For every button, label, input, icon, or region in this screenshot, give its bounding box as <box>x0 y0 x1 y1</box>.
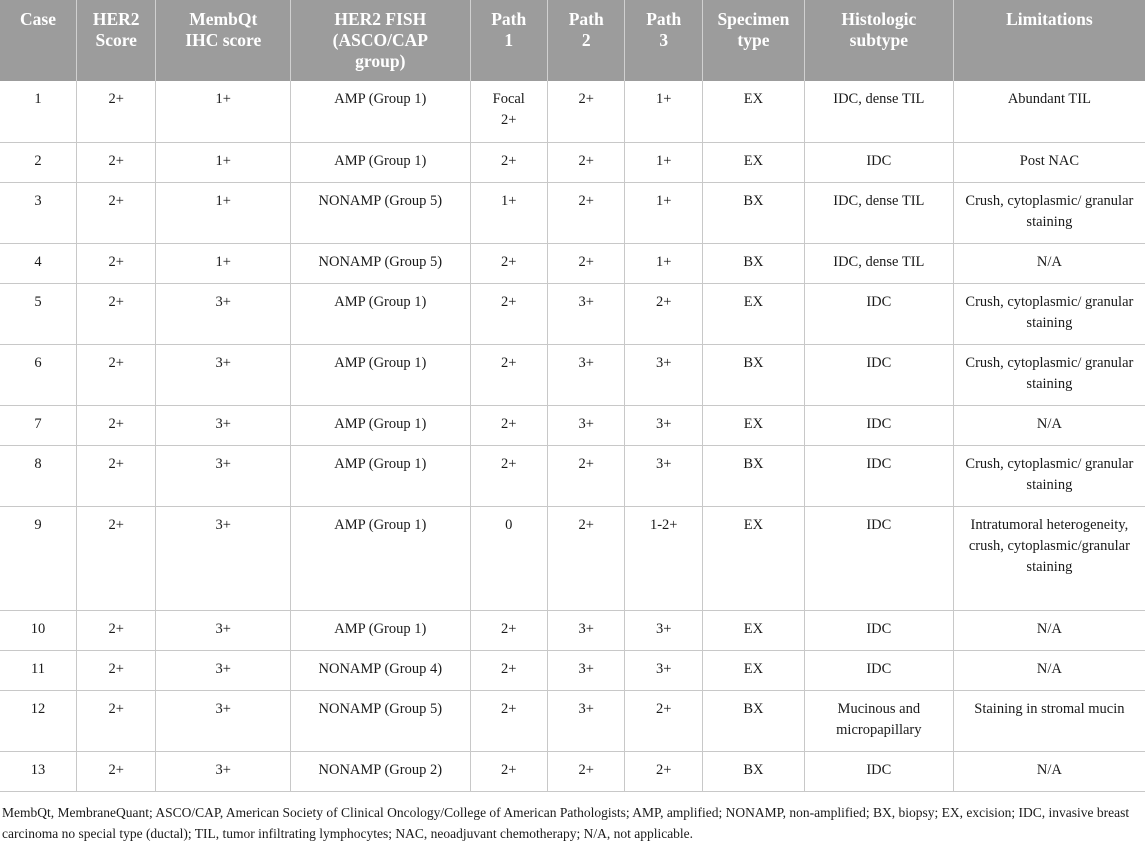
cell-specimen-type: EX <box>702 506 804 610</box>
cell-her2-fish: AMP (Group 1) <box>291 506 470 610</box>
cell-her2-score: 2+ <box>76 506 156 610</box>
cell-her2-fish: AMP (Group 1) <box>291 445 470 506</box>
table-row <box>0 182 1145 243</box>
cell-path-2: 3+ <box>547 405 624 445</box>
cell-histologic-subtype: IDC <box>804 650 953 690</box>
cell-membqt-score: 1+ <box>156 142 291 182</box>
cell-path-1: 2+ <box>470 650 547 690</box>
cell-case: 5 <box>0 283 76 344</box>
cell-path-2: 2+ <box>547 445 624 506</box>
cell-limitations: N/A <box>953 751 1145 791</box>
cell-her2-score: 2+ <box>76 142 156 182</box>
cell-path-1: 0 <box>470 506 547 610</box>
cell-case: 12 <box>0 690 76 751</box>
cell-her2-score: 2+ <box>76 81 156 142</box>
cell-path-3: 2+ <box>625 283 702 344</box>
cell-her2-score: 2+ <box>76 690 156 751</box>
cell-specimen-type: EX <box>702 81 804 142</box>
cell-path-3: 1+ <box>625 142 702 182</box>
table-row <box>0 283 1145 344</box>
header-path-2: Path 2 <box>547 0 624 81</box>
cell-path-2: 3+ <box>547 283 624 344</box>
cell-specimen-type: BX <box>702 182 804 243</box>
cell-her2-score: 2+ <box>76 610 156 650</box>
cell-path-1: 2+ <box>470 690 547 751</box>
cell-her2-score: 2+ <box>76 182 156 243</box>
cell-path-3: 3+ <box>625 344 702 405</box>
cell-path-3: 2+ <box>625 690 702 751</box>
cell-her2-score: 2+ <box>76 405 156 445</box>
cell-path-2: 3+ <box>547 610 624 650</box>
cell-case: 10 <box>0 610 76 650</box>
cell-specimen-type: BX <box>702 445 804 506</box>
cell-her2-fish: NONAMP (Group 5) <box>291 690 470 751</box>
cell-path-2: 3+ <box>547 690 624 751</box>
cell-path-1: 2+ <box>470 610 547 650</box>
table-row <box>0 610 1145 650</box>
cell-membqt-score: 3+ <box>156 650 291 690</box>
cell-path-1: 2+ <box>470 445 547 506</box>
cell-case: 13 <box>0 751 76 791</box>
cell-path-1: 2+ <box>470 283 547 344</box>
table-row <box>0 650 1145 690</box>
cell-her2-score: 2+ <box>76 243 156 283</box>
cell-her2-score: 2+ <box>76 650 156 690</box>
cell-path-3: 3+ <box>625 650 702 690</box>
header-histologic-subtype: Histologic subtype <box>804 0 953 81</box>
cell-specimen-type: BX <box>702 243 804 283</box>
table-row <box>0 142 1145 182</box>
cell-histologic-subtype: IDC <box>804 751 953 791</box>
header-case: Case <box>0 0 76 81</box>
cell-path-2: 3+ <box>547 344 624 405</box>
cell-path-3: 3+ <box>625 405 702 445</box>
cell-path-2: 2+ <box>547 506 624 610</box>
cell-specimen-type: BX <box>702 344 804 405</box>
table-row <box>0 344 1145 405</box>
cell-case: 8 <box>0 445 76 506</box>
cell-her2-score: 2+ <box>76 283 156 344</box>
cell-limitations: Staining in stromal mucin <box>953 690 1145 751</box>
header-path-3: Path 3 <box>625 0 702 81</box>
cell-case: 1 <box>0 81 76 142</box>
table-row <box>0 506 1145 610</box>
cell-path-1: 2+ <box>470 344 547 405</box>
cell-path-2: 2+ <box>547 751 624 791</box>
cell-path-1: 2+ <box>470 751 547 791</box>
table-row <box>0 405 1145 445</box>
cell-her2-score: 2+ <box>76 445 156 506</box>
cell-path-2: 3+ <box>547 650 624 690</box>
cell-path-1: 2+ <box>470 142 547 182</box>
cell-limitations: N/A <box>953 610 1145 650</box>
cell-specimen-type: BX <box>702 751 804 791</box>
cell-her2-fish: NONAMP (Group 5) <box>291 182 470 243</box>
cell-limitations: Crush, cytoplasmic/ granular staining <box>953 283 1145 344</box>
cell-limitations: Post NAC <box>953 142 1145 182</box>
cell-specimen-type: EX <box>702 405 804 445</box>
cell-limitations: N/A <box>953 650 1145 690</box>
cell-membqt-score: 3+ <box>156 690 291 751</box>
cell-membqt-score: 1+ <box>156 182 291 243</box>
header-her2-fish: HER2 FISH (ASCO/CAP group) <box>291 0 470 81</box>
cell-her2-fish: AMP (Group 1) <box>291 81 470 142</box>
cell-specimen-type: EX <box>702 142 804 182</box>
cell-limitations: Crush, cytoplasmic/ granular staining <box>953 182 1145 243</box>
cell-path-3: 2+ <box>625 751 702 791</box>
cell-membqt-score: 3+ <box>156 751 291 791</box>
cell-histologic-subtype: IDC, dense TIL <box>804 182 953 243</box>
cell-histologic-subtype: IDC <box>804 142 953 182</box>
cell-membqt-score: 1+ <box>156 81 291 142</box>
cell-limitations: N/A <box>953 405 1145 445</box>
cell-membqt-score: 3+ <box>156 344 291 405</box>
cell-path-2: 2+ <box>547 81 624 142</box>
cell-histologic-subtype: IDC <box>804 283 953 344</box>
cell-her2-fish: NONAMP (Group 2) <box>291 751 470 791</box>
cell-histologic-subtype: Mucinous and micropapillary <box>804 690 953 751</box>
cell-path-3: 3+ <box>625 610 702 650</box>
cell-path-2: 2+ <box>547 243 624 283</box>
cell-path-2: 2+ <box>547 142 624 182</box>
header-row <box>0 0 1145 81</box>
cell-histologic-subtype: IDC <box>804 506 953 610</box>
cell-membqt-score: 3+ <box>156 445 291 506</box>
table-row <box>0 690 1145 751</box>
cell-path-1: 2+ <box>470 405 547 445</box>
header-path-1: Path 1 <box>470 0 547 81</box>
cell-limitations: Crush, cytoplasmic/ granular staining <box>953 344 1145 405</box>
header-membqt-ihc-score: MembQt IHC score <box>156 0 291 81</box>
cell-path-1: 2+ <box>470 243 547 283</box>
cell-path-2: 2+ <box>547 182 624 243</box>
table-row <box>0 751 1145 791</box>
table-row <box>0 81 1145 142</box>
cell-case: 3 <box>0 182 76 243</box>
cell-her2-score: 2+ <box>76 751 156 791</box>
cell-membqt-score: 3+ <box>156 610 291 650</box>
cell-case: 9 <box>0 506 76 610</box>
table-row <box>0 243 1145 283</box>
cell-histologic-subtype: IDC <box>804 405 953 445</box>
cell-limitations: Abundant TIL <box>953 81 1145 142</box>
cell-case: 6 <box>0 344 76 405</box>
cell-her2-fish: AMP (Group 1) <box>291 142 470 182</box>
cell-path-1: 1+ <box>470 182 547 243</box>
header-specimen-type: Specimen type <box>702 0 804 81</box>
cell-path-3: 3+ <box>625 445 702 506</box>
cell-her2-fish: AMP (Group 1) <box>291 405 470 445</box>
cell-path-3: 1+ <box>625 243 702 283</box>
cell-path-3: 1+ <box>625 182 702 243</box>
cell-histologic-subtype: IDC <box>804 610 953 650</box>
cell-histologic-subtype: IDC <box>804 344 953 405</box>
cell-path-1 <box>470 81 547 142</box>
cell-limitations: N/A <box>953 243 1145 283</box>
cell-limitations: Crush, cytoplasmic/ granular staining <box>953 445 1145 506</box>
cell-membqt-score: 3+ <box>156 283 291 344</box>
cell-case: 2 <box>0 142 76 182</box>
cell-histologic-subtype: IDC, dense TIL <box>804 81 953 142</box>
cell-case: 4 <box>0 243 76 283</box>
cell-histologic-subtype: IDC <box>804 445 953 506</box>
table-footnote: MembQt, MembraneQuant; ASCO/CAP, American Society of Clinical Oncology/College of American Pathologists; AMP, amplified; NONAMP, non-amplified; BX, biopsy; EX, excision; IDC, invasive breast carcinoma no special type (ductal); TIL, tumor infiltrating lymphocytes; NAC, neoadjuvant chemotherapy; N/A, not applicable. <box>2 804 1130 841</box>
cell-her2-fish: NONAMP (Group 4) <box>291 650 470 690</box>
cell-her2-fish: AMP (Group 1) <box>291 344 470 405</box>
cell-case: 11 <box>0 650 76 690</box>
cell-membqt-score: 3+ <box>156 506 291 610</box>
cell-limitations: Intratumoral heterogeneity, crush, cytoplasmic/granular staining <box>953 506 1145 610</box>
cell-specimen-type: EX <box>702 283 804 344</box>
cell-path-3: 1-2+ <box>625 506 702 610</box>
table-row <box>0 445 1145 506</box>
cell-membqt-score: 3+ <box>156 405 291 445</box>
cell-case: 7 <box>0 405 76 445</box>
cell-specimen-type: EX <box>702 650 804 690</box>
cell-path-3: 1+ <box>625 81 702 142</box>
cell-her2-fish: AMP (Group 1) <box>291 283 470 344</box>
cell-membqt-score: 1+ <box>156 243 291 283</box>
cell-specimen-type: EX <box>702 610 804 650</box>
cell-specimen-type: BX <box>702 690 804 751</box>
cell-path-1-text: Focal 2+ <box>492 91 525 128</box>
header-her2-score: HER2 Score <box>76 0 156 81</box>
cell-her2-fish: NONAMP (Group 5) <box>291 243 470 283</box>
cell-her2-fish: AMP (Group 1) <box>291 610 470 650</box>
cell-histologic-subtype: IDC, dense TIL <box>804 243 953 283</box>
header-limitations: Limitations <box>953 0 1145 81</box>
cell-her2-score: 2+ <box>76 344 156 405</box>
